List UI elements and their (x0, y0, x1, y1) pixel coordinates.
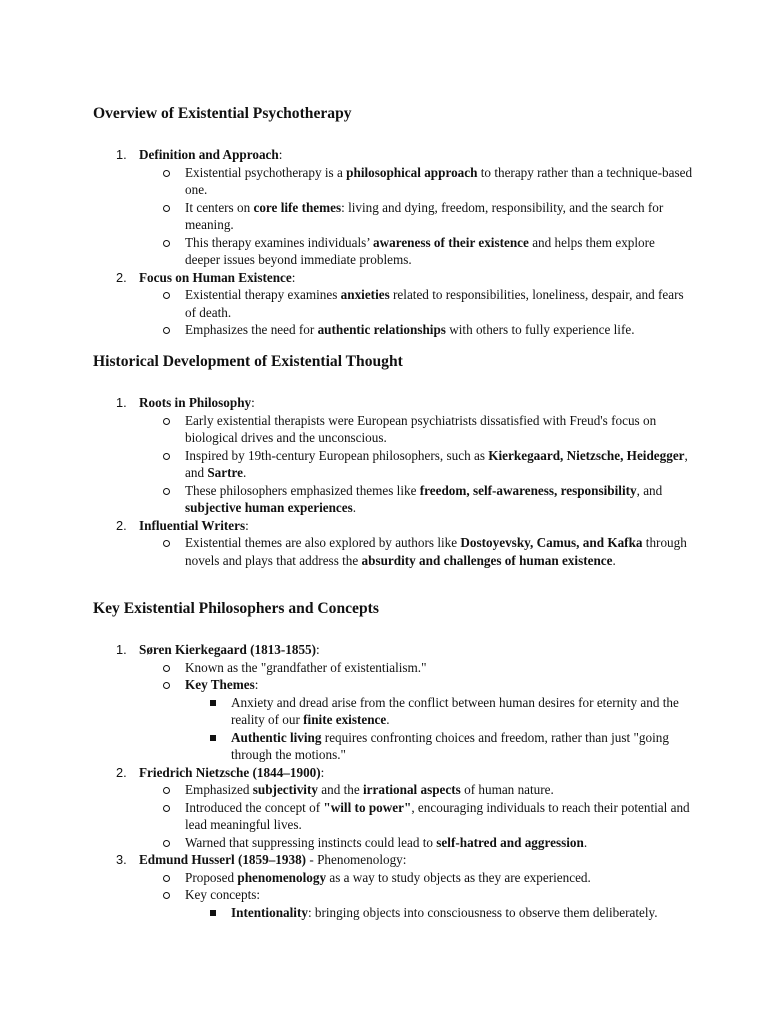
bullet-list (139, 869, 693, 922)
square-bullet-icon (210, 910, 216, 916)
bullet-text (185, 199, 693, 234)
text-run: , encouraging individuals to reach their potential and lead meaningful lives. (185, 799, 690, 832)
text-run: : living and dying, freedom, responsibility, and the search for meaning. (185, 199, 664, 232)
list-item-heading (139, 764, 693, 782)
bold-text: Edmund Husserl (1859–1938) (139, 852, 307, 867)
numbered-list-item (93, 641, 693, 764)
circle-bullet-icon (163, 292, 170, 299)
numbered-list-item (93, 851, 693, 921)
text-run: , and (636, 482, 663, 498)
bold-text: Friedrich Nietzsche (1844–1900) (139, 764, 321, 780)
bullet-text (185, 164, 693, 199)
numbered-list (93, 641, 693, 921)
bold-text: core life themes (253, 199, 342, 215)
bullet-item (139, 781, 693, 799)
circle-bullet-icon (163, 240, 170, 247)
circle-bullet-icon (163, 892, 170, 899)
text-run: - Phenomenology: (306, 852, 407, 867)
list-number: 2. (116, 269, 127, 285)
bullet-list (139, 781, 693, 851)
text-run: : (251, 395, 255, 410)
bold-text: Definition and Approach (139, 147, 279, 162)
bold-text: freedom, self-awareness, responsibility (419, 482, 637, 498)
text-run: Inspired by 19th-century European philosophers, such as (185, 447, 489, 463)
bold-text: irrational aspects (363, 782, 461, 797)
bullet-item (139, 659, 693, 677)
numbered-list-item (93, 517, 693, 570)
square-bullet-text (231, 694, 693, 729)
circle-bullet-icon (163, 805, 170, 812)
bullet-item (139, 482, 693, 517)
text-run: : (278, 147, 283, 162)
bullet-list (139, 534, 693, 569)
bullet-item (139, 447, 693, 482)
bold-text: Sartre (207, 465, 243, 480)
bold-text: "will to power" (323, 799, 412, 815)
bullet-item (139, 199, 693, 234)
bold-text: subjectivity (252, 782, 318, 797)
list-number: 2. (116, 517, 127, 533)
bullet-list (139, 164, 693, 269)
list-item-heading (139, 146, 693, 164)
section-heading: Historical Development of Existential Thought (93, 353, 403, 370)
text-run: and helps them explore deeper issues beyond immediate problems. (185, 234, 655, 267)
bullet-text (185, 412, 693, 447)
square-bullet-text (231, 904, 693, 922)
numbered-list-item (93, 394, 693, 517)
bullet-text (185, 834, 693, 852)
numbered-list-item (93, 764, 693, 852)
bold-text: awareness of their existence (373, 234, 529, 250)
bold-text: authentic relationships (317, 322, 446, 337)
text-run: Proposed (185, 869, 238, 885)
bullet-list (139, 286, 693, 339)
circle-bullet-icon (163, 453, 170, 460)
bold-text: Roots in Philosophy (139, 395, 252, 410)
section (93, 352, 693, 569)
bullet-item (139, 886, 693, 921)
bold-text: Intentionality (231, 904, 308, 920)
text-run: This therapy examines individuals’ (185, 234, 373, 250)
bullet-list (139, 659, 693, 764)
text-run: as a way to study objects as they are experienced. (326, 869, 591, 885)
text-run: Emphasizes the need for (185, 322, 318, 337)
numbered-list (93, 146, 693, 339)
text-run: : (254, 677, 259, 692)
bullet-text (185, 447, 693, 482)
bullet-text (185, 886, 693, 904)
circle-bullet-icon (163, 488, 170, 495)
list-item-heading (139, 394, 693, 412)
bullet-text (185, 799, 693, 834)
numbered-list-item (93, 146, 693, 269)
bold-text: subjective human experiences (185, 500, 353, 515)
text-run: . (352, 500, 357, 515)
text-run: : (291, 269, 296, 285)
circle-bullet-icon (163, 682, 170, 689)
bold-text: phenomenology (237, 869, 327, 885)
text-run: Key concepts: (185, 887, 261, 902)
bold-text: anxieties (340, 287, 390, 302)
text-run: Existential therapy examines (185, 287, 341, 302)
circle-bullet-icon (163, 787, 170, 794)
text-run: . (243, 465, 247, 480)
text-run: of human nature. (460, 782, 554, 797)
list-item-heading (139, 517, 693, 535)
text-run: related to responsibilities, loneliness, despair, and fears of death. (185, 287, 684, 320)
bold-text: philosophical approach (346, 164, 478, 180)
square-bullet-list (185, 904, 693, 922)
text-run: and the (317, 782, 363, 797)
bullet-text (185, 869, 693, 887)
bold-text: Key Themes (185, 677, 255, 692)
bullet-text (185, 286, 693, 321)
list-number: 1. (116, 147, 127, 162)
bold-text: self-hatred and aggression (436, 834, 584, 850)
list-number: 2. (116, 764, 127, 780)
bold-text: Kierkegaard, Nietzsche, Heidegger (488, 447, 685, 463)
list-number: 1. (116, 642, 127, 657)
circle-bullet-icon (163, 840, 170, 847)
bold-text: Søren Kierkegaard (1813-1855) (139, 642, 317, 657)
circle-bullet-icon (163, 170, 170, 177)
text-run: : (320, 764, 325, 780)
bold-text: Authentic living (231, 729, 322, 745)
circle-bullet-icon (163, 205, 170, 212)
bullet-item (139, 321, 693, 339)
bullet-text (185, 781, 693, 799)
text-run: . (583, 834, 588, 850)
circle-bullet-icon (163, 327, 170, 334)
bullet-item (139, 869, 693, 887)
bullet-text (185, 659, 693, 677)
bullet-item (139, 799, 693, 834)
text-run: Warned that suppressing instincts could lead to (185, 834, 437, 850)
text-run: . (612, 552, 616, 568)
numbered-list-item (93, 269, 693, 339)
square-bullet-list (185, 694, 693, 764)
bullet-item (139, 834, 693, 852)
circle-bullet-icon (163, 418, 170, 425)
circle-bullet-icon (163, 540, 170, 547)
bullet-text (185, 676, 693, 694)
square-bullet-icon (210, 735, 216, 741)
bullet-list (139, 412, 693, 517)
section (93, 104, 693, 339)
text-run: through novels and plays that address the (185, 535, 687, 568)
bullet-text (185, 482, 693, 517)
bullet-item (139, 676, 693, 764)
text-run: . (386, 712, 390, 727)
section-heading: Overview of Existential Psychotherapy (93, 105, 352, 122)
square-bullet-item (185, 729, 693, 764)
text-run: Anxiety and dread arise from the conflict between human desires for eternity and the reality of our (231, 694, 679, 727)
bullet-item (139, 164, 693, 199)
bold-text: Focus on Human Existence (139, 269, 292, 285)
circle-bullet-icon (163, 665, 170, 672)
text-run: Existential themes are also explored by authors like (185, 535, 461, 550)
text-run: to therapy rather than a technique-based one. (185, 164, 693, 197)
text-run: Introduced the concept of (185, 799, 324, 815)
square-bullet-text (231, 729, 693, 764)
bold-text: Influential Writers (139, 517, 246, 533)
section-heading: Key Existential Philosophers and Concepts (93, 600, 379, 617)
square-bullet-item (185, 694, 693, 729)
list-item-heading (139, 641, 693, 659)
text-run: Known as the "grandfather of existentialism." (185, 659, 427, 675)
bold-text: absurdity and challenges of human existence (361, 552, 613, 568)
text-run: with others to fully experience life. (445, 322, 635, 337)
text-run: These philosophers emphasized themes like (185, 482, 420, 498)
text-run: : (316, 642, 320, 657)
list-item-heading (139, 851, 693, 869)
text-run: : bringing objects into consciousness to observe them deliberately. (307, 904, 658, 920)
bullet-item (139, 234, 693, 269)
text-run: requires confronting choices and freedom, rather than just "going through the motions." (231, 729, 669, 762)
text-run: Existential psychotherapy is a (185, 164, 347, 180)
square-bullet-item (185, 904, 693, 922)
section (93, 599, 693, 921)
bold-text: finite existence (303, 712, 387, 727)
numbered-list (93, 394, 693, 569)
text-run: Early existential therapists were European psychiatrists dissatisfied with Freud's focus on biological drives and the unconscious. (185, 412, 657, 445)
list-number: 3. (116, 852, 127, 867)
bullet-text (185, 534, 693, 569)
list-item-heading (139, 269, 693, 287)
square-bullet-icon (210, 700, 216, 706)
bullet-item (139, 534, 693, 569)
bullet-text (185, 234, 693, 269)
text-run: : (245, 517, 249, 533)
list-number: 1. (116, 395, 127, 410)
bold-text: Dostoyevsky, Camus, and Kafka (460, 535, 643, 550)
text-run: , and (185, 447, 688, 480)
text-run: It centers on (185, 199, 254, 215)
circle-bullet-icon (163, 875, 170, 882)
text-run: Emphasized (185, 782, 253, 797)
bullet-text (185, 321, 693, 339)
bullet-item (139, 412, 693, 447)
bullet-item (139, 286, 693, 321)
